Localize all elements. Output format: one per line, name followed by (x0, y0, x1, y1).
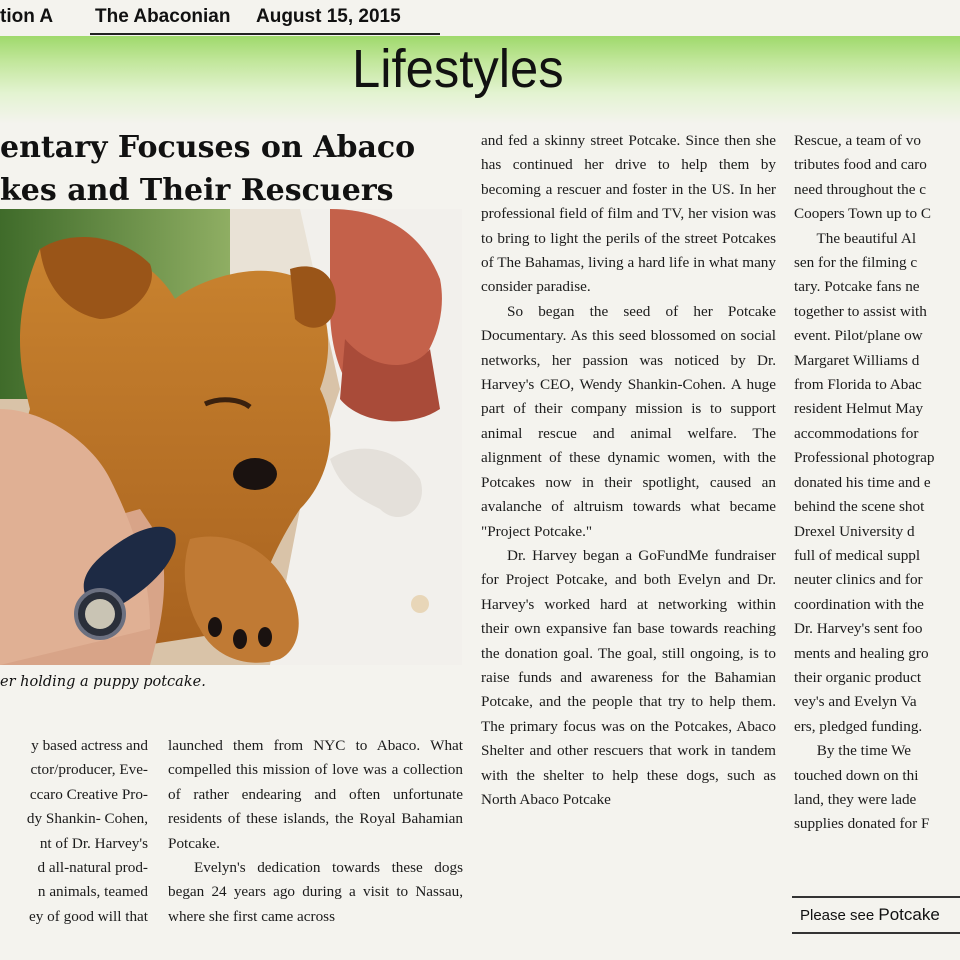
continued-on-label (800, 905, 940, 925)
paragraph: So began the seed of her Potcake Documentary. As this seed blossomed on social networks, her passion was noticed by Dr. Harvey's CEO, Wendy Shankin-Cohen. A huge part of their company mission is to support animal rescue and animal welfare. The alignment of these dynamic women, with the Potcakes now in their spotlight, caused an avalanche of altruism towards what became "Project Potcake." (481, 302, 776, 540)
section-title: Lifestyles (352, 39, 564, 99)
paragraph: launched them from NYC to Abaco. What compelled this mission of love was a collection of rather endearing and often unfortunate residents of these islands, the Royal Bahamian Potcake. (168, 737, 463, 852)
newspaper-name: The Abaconian (95, 6, 231, 27)
masthead (0, 0, 960, 36)
continued-target-link[interactable]: Potcake (878, 905, 940, 924)
continued-prefix: Please see (800, 907, 875, 924)
paragraph: Dr. Harvey began a GoFundMe fundraiser for Project Potcake, and both Evelyn and Dr. Harvey's worked hard at networking within their own expansive fan base towards reaching the donation goal. The goal, still ongoing, is to raise funds and awareness for the Bahamian Potcake, and the people that try to help them. The primary focus was on the Potcakes, Abaco Shelter and other rescuers that work in tandem with the shelter to help these dogs, such as North Abaco Potcake (481, 546, 776, 808)
article-column-2 (168, 734, 463, 944)
article-column-1: y based actress and ctor/producer, Eve- ccaro Creative Pro- dy Shankin- Cohen, nt of Dr. Harvey's d all-natural prod- n animals, teamed ey of good will that (26, 737, 148, 925)
article-photo (0, 209, 462, 665)
dog-photo-illustration (0, 209, 462, 665)
masthead-rule (90, 33, 440, 35)
article-column-3 (481, 129, 776, 944)
photo-caption: er holding a puppy potcake. (0, 674, 206, 690)
issue-date: August 15, 2015 (256, 6, 401, 27)
headline-line-2: kes and Their Rescuers (0, 173, 394, 208)
paragraph: and fed a skinny street Potcake. Since then she has continued her drive to help them by becoming a rescuer and foster in the US. In her professional field of film and TV, her vision was to bring to light the perils of the street Potcakes of The Bahamas, living a hard life in what many consider paradise. (481, 132, 776, 296)
article-column-4: Rescue, a team of vo tributes food and caro need throughout the c Coopers Town up to C The beautiful Al sen for the filming c tary. Potcake fans ne together to assist with event. Pilot/plane ow Margaret Williams d from Florida to Abac resident Helmut May accommodations for Professional photograp donated his time and e behind the scene shot Drexel University d full of medical suppl neuter clinics and for coordination with the Dr. Harvey's sent foo ments and healing gro their organic product vey's and Evelyn Va ers, pledged funding. By the time We touched down on thi land, they were lade supplies donated for F (794, 132, 935, 833)
section-label: tion A (0, 6, 54, 27)
paragraph: Evelyn's dedication towards these dogs began 24 years ago during a visit to Nassau, where she first came across (168, 859, 463, 925)
headline-line-1: entary Focuses on Abaco (0, 130, 416, 165)
continued-on-box (792, 896, 960, 934)
